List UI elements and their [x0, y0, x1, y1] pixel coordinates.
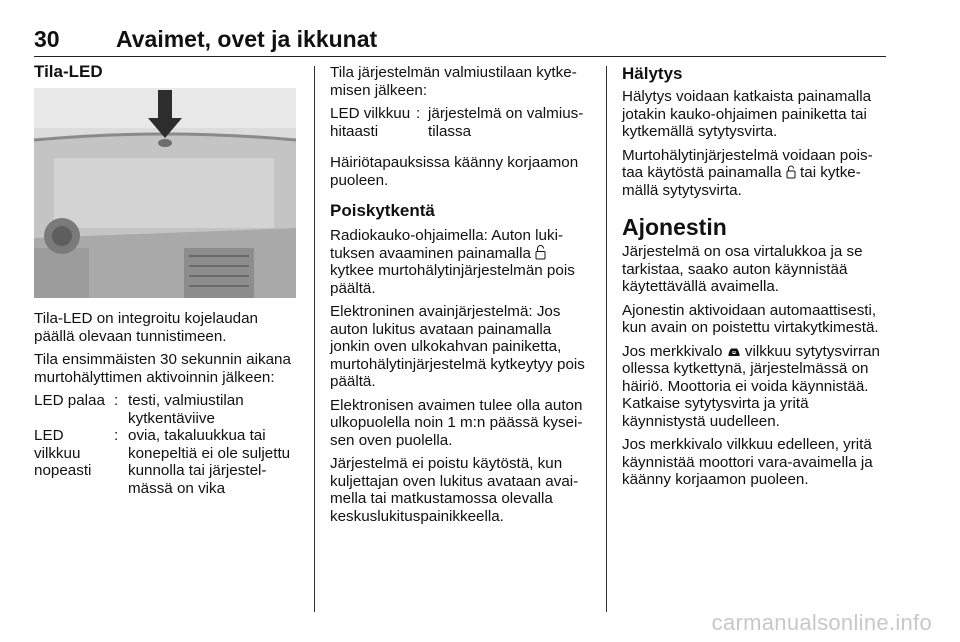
- text-segment: Jos merkkivalo: [622, 342, 723, 360]
- definition-description: testi, valmiustilan kytkentäviive: [128, 392, 244, 427]
- text-segment: kytkee murtohälytinjärjestelmän pois päältä.: [330, 262, 575, 297]
- definition-separator: :: [114, 427, 119, 444]
- paragraph: Tila-LED on integroitu kojelaudan päällä olevaan tunnistimeen.: [34, 310, 259, 345]
- definition-separator: :: [416, 105, 421, 122]
- text-segment: Radiokauko-ohjaimella: Auton lukituksen avaaminen painamalla: [330, 227, 564, 262]
- section-heading-halytys: Hälytys: [622, 64, 683, 83]
- definition-row: [34, 427, 300, 497]
- column-divider: [314, 66, 315, 612]
- definition-separator: :: [114, 392, 119, 409]
- text-segment: vilkkuu sytytysvirran ollessa kytkettynä, järjestelmässä on häiriö. Moottoria ei voida käynnistää. Katkaise sytytysvirta ja yritä käynnistystä uudelleen.: [622, 342, 880, 430]
- dashboard-led-photo: [34, 88, 296, 298]
- definition-term: LED vilkkuu hitaasti: [330, 105, 411, 140]
- column-divider: [606, 66, 607, 612]
- unlock-icon: [786, 165, 796, 179]
- page-title: Avaimet, ovet ja ikkunat: [116, 26, 378, 52]
- paragraph: [330, 227, 588, 297]
- paragraph: Häiriötapauksissa käänny korjaamon puoleen.: [330, 154, 579, 189]
- watermark: carmanualsonline.info: [711, 610, 932, 635]
- page-header: [34, 24, 886, 57]
- paragraph: Jos merkkivalo vilkkuu edelleen, yritä käynnistää moottori vara-avaimella ja käänny korjaamon puoleen.: [622, 436, 873, 488]
- paragraph: Tila järjestelmän valmiustilaan kytkemisen jälkeen:: [330, 64, 577, 99]
- paragraph: Järjestelmä on osa virtalukkoa ja se tarkistaa, saako auton käynnistää käytettävällä avaimella.: [622, 243, 863, 295]
- definition-term: LED vilkkuu nopeasti: [34, 427, 92, 479]
- page-number: 30: [34, 26, 60, 52]
- section-heading-tila-led: Tila-LED: [34, 62, 103, 81]
- paragraph: Hälytys voidaan katkaista painamalla jotakin kauko-ohjaimen painiketta tai kytkemällä sytytysvirta.: [622, 88, 872, 140]
- column-1: [34, 62, 300, 497]
- paragraph: Tila ensimmäisten 30 sekunnin aikana murtohälyttimen aktivoinnin jälkeen:: [34, 351, 291, 386]
- paragraph: [622, 343, 888, 431]
- definition-row: [330, 105, 588, 140]
- immobiliser-car-icon: [727, 346, 741, 358]
- section-heading-ajonestin: Ajonestin: [622, 214, 727, 240]
- paragraph: Ajonestin aktivoidaan automaattisesti, kun avain on poistettu virtakytkimestä.: [622, 301, 879, 336]
- definition-description: järjestelmä on valmiustilassa: [428, 105, 584, 140]
- text-segment: Murtohälytinjärjestelmä voidaan poistaa käytöstä painamalla: [622, 146, 873, 181]
- paragraph: Järjestelmä ei poistu käytöstä, kun kuljettajan oven lukitus avataan avaimella tai matkustamossa olevalla keskuslukituspainikkeella.: [330, 455, 579, 525]
- paragraph: Elektronisen avaimen tulee olla auton ulkopuolella noin 1 m:n päässä kyseisen oven puolella.: [330, 396, 583, 449]
- definition-description: ovia, takaluukkua tai konepeltiä ei ole suljettu kunnolla tai järjestelmässä on vika: [128, 427, 291, 497]
- definition-term: LED palaa: [34, 392, 105, 409]
- paragraph: Elektroninen avainjärjestelmä: Jos auton lukitus avataan painamalla jonkin oven ulkokahvan painiketta, murtohälytinjärjestelmä kytkeytyy pois päältä.: [330, 303, 585, 390]
- text-segment: tai kytkemällä sytytysvirta.: [622, 164, 861, 199]
- column-2: [330, 64, 588, 531]
- paragraph: [622, 147, 888, 200]
- section-heading-poiskytkenta: Poiskytkentä: [330, 201, 435, 220]
- definition-row: [34, 392, 300, 427]
- unlock-icon: [535, 245, 546, 260]
- column-3: [622, 64, 888, 495]
